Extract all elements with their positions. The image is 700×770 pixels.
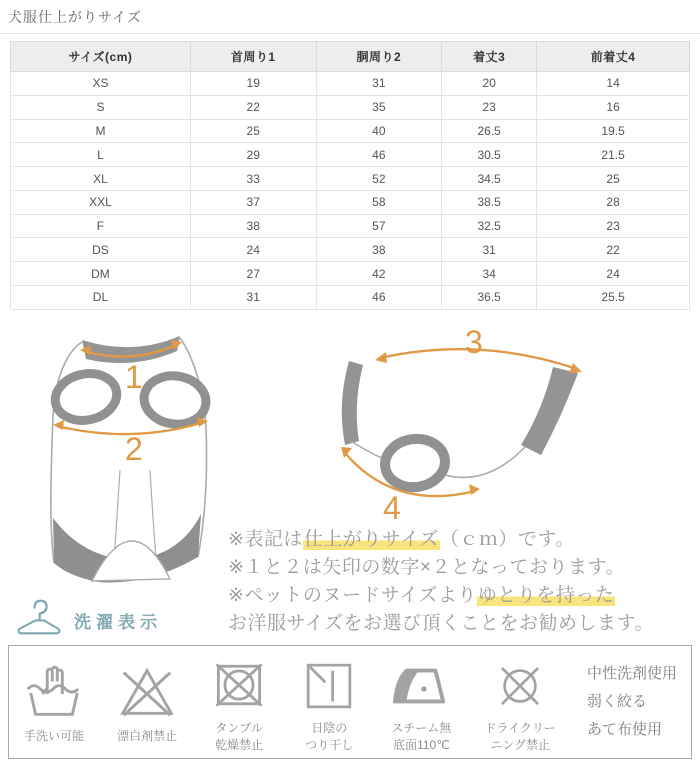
- note-highlight: ゆとりを持った: [477, 585, 615, 606]
- care-extra-line: あて布使用: [586, 721, 662, 738]
- table-header-row: [11, 42, 690, 72]
- neck-measure-number: 1: [125, 359, 143, 395]
- care-extra-line: 中性洗剤使用: [586, 665, 677, 682]
- note-text: （ｃｍ）です。: [439, 529, 575, 550]
- cell-size: S: [11, 95, 191, 119]
- note-text: ※ペットのヌードサイズより: [228, 585, 477, 606]
- cell-neck: 33: [190, 167, 316, 191]
- table-row: [11, 72, 690, 96]
- side-hem-band: [521, 367, 578, 455]
- page-header: [0, 0, 700, 34]
- cell-neck: 29: [190, 143, 316, 167]
- cell-back: 26.5: [442, 119, 537, 143]
- table-row: [11, 167, 690, 191]
- cell-neck: 24: [190, 238, 316, 262]
- cell-neck: 19: [190, 72, 316, 96]
- col-header-back-length: 着丈3: [442, 42, 537, 72]
- hanger-icon: [14, 596, 62, 638]
- cell-size: M: [11, 119, 191, 143]
- cell-size: XL: [11, 167, 191, 191]
- cell-size: XXL: [11, 190, 191, 214]
- garment-outline-right: [180, 338, 207, 557]
- leg-hole-left: [51, 368, 121, 426]
- cell-size: DS: [11, 238, 191, 262]
- cell-back: 23: [442, 95, 537, 119]
- no-tumble-dry-icon: [209, 655, 269, 715]
- cell-front: 24: [537, 262, 690, 286]
- care-label: タンブル 乾燥禁止: [215, 721, 264, 752]
- care-item-hand-wash: [23, 659, 85, 744]
- cell-neck: 27: [190, 262, 316, 286]
- cell-chest: 46: [316, 143, 442, 167]
- table-row: [11, 214, 690, 238]
- leg-hole-side: [382, 435, 448, 491]
- cell-front: 25.5: [537, 286, 690, 310]
- no-bleach-icon: [116, 661, 178, 723]
- front-measure-number: 4: [383, 490, 401, 526]
- cell-size: F: [11, 214, 191, 238]
- cell-front: 14: [537, 72, 690, 96]
- cell-back: 20: [442, 72, 537, 96]
- tail-opening: [92, 541, 170, 581]
- cell-back: 31: [442, 238, 537, 262]
- laundry-care-box: [8, 645, 692, 759]
- cell-size: DL: [11, 286, 191, 310]
- no-dry-clean-icon: [491, 657, 549, 715]
- laundry-section-header: [14, 596, 162, 638]
- care-extra-line: 弱く絞る: [586, 693, 647, 710]
- front-arrowhead-right: [469, 484, 480, 495]
- cell-neck: 37: [190, 190, 316, 214]
- care-label: 漂白剤禁止: [117, 729, 178, 744]
- note-highlight: 仕上がりサイズ: [303, 529, 439, 550]
- care-label: スチーム無 底面110℃: [391, 721, 452, 752]
- cell-chest: 46: [316, 286, 442, 310]
- care-item-iron: [389, 651, 453, 752]
- care-item-no-tumble-dry: [209, 651, 269, 752]
- cell-front: 21.5: [537, 143, 690, 167]
- cell-back: 36.5: [442, 286, 537, 310]
- care-item-no-bleach: [116, 659, 178, 744]
- chest-measure-number: 2: [125, 431, 143, 467]
- cell-chest: 31: [316, 72, 442, 96]
- cell-chest: 58: [316, 190, 442, 214]
- cell-size: XS: [11, 72, 191, 96]
- cell-chest: 35: [316, 95, 442, 119]
- iron-110-icon: [389, 659, 453, 715]
- back-measure-number: 3: [465, 324, 483, 360]
- page-title: 犬服仕上がりサイズ: [8, 9, 142, 25]
- cell-back: 34: [442, 262, 537, 286]
- size-table-wrap: [10, 41, 690, 310]
- size-table: [10, 41, 690, 310]
- col-header-front-length: 前着丈4: [537, 42, 690, 72]
- laundry-section-title: 洗濯表示: [74, 613, 162, 632]
- table-row: [11, 286, 690, 310]
- table-row: [11, 95, 690, 119]
- size-notes: [228, 526, 694, 638]
- note-line-2: ※１と２は矢印の数字×２となっております。: [228, 557, 625, 578]
- table-row: [11, 190, 690, 214]
- note-line-1: [228, 526, 694, 554]
- cell-back: 38.5: [442, 190, 537, 214]
- col-header-size: サイズ(cm): [11, 42, 191, 72]
- cell-front: 16: [537, 95, 690, 119]
- care-label: 日陰の つり干し: [305, 721, 354, 752]
- care-label: ドライクリー ニング禁止: [484, 721, 556, 752]
- care-extra-notes: [587, 660, 677, 744]
- note-line-3: [228, 582, 694, 610]
- table-row: [11, 238, 690, 262]
- table-row: [11, 262, 690, 286]
- cell-neck: 38: [190, 214, 316, 238]
- side-collar-band: [342, 361, 363, 445]
- care-item-shade-line-dry: [300, 651, 358, 752]
- cell-chest: 52: [316, 167, 442, 191]
- cell-size: DM: [11, 262, 191, 286]
- note-text: ※表記は: [228, 529, 303, 550]
- chest-arrowhead-left: [53, 420, 64, 430]
- cell-neck: 31: [190, 286, 316, 310]
- col-header-chest: 胴周り2: [316, 42, 442, 72]
- hand-wash-icon: [23, 661, 85, 723]
- cell-front: 25: [537, 167, 690, 191]
- shade-line-dry-icon: [300, 657, 358, 715]
- cell-front: 22: [537, 238, 690, 262]
- cell-front: 23: [537, 214, 690, 238]
- table-row: [11, 143, 690, 167]
- cell-chest: 42: [316, 262, 442, 286]
- cell-neck: 22: [190, 95, 316, 119]
- cell-front: 28: [537, 190, 690, 214]
- col-header-neck: 首周り1: [190, 42, 316, 72]
- cell-size: L: [11, 143, 191, 167]
- cell-chest: 38: [316, 238, 442, 262]
- garment-front-diagram: [28, 320, 243, 605]
- back-arrowhead-left: [375, 352, 387, 363]
- care-item-no-dry-clean: [484, 651, 555, 752]
- cell-back: 32.5: [442, 214, 537, 238]
- cell-chest: 40: [316, 119, 442, 143]
- care-label: 手洗い可能: [23, 729, 84, 744]
- table-row: [11, 119, 690, 143]
- cell-front: 19.5: [537, 119, 690, 143]
- belly-line-right: [445, 447, 525, 477]
- cell-back: 34.5: [442, 167, 537, 191]
- note-line-4: お洋服サイズをお選び頂くことをお勧めします。: [228, 613, 654, 634]
- cell-chest: 57: [316, 214, 442, 238]
- cell-back: 30.5: [442, 143, 537, 167]
- cell-neck: 25: [190, 119, 316, 143]
- garment-side-diagram: [335, 323, 615, 528]
